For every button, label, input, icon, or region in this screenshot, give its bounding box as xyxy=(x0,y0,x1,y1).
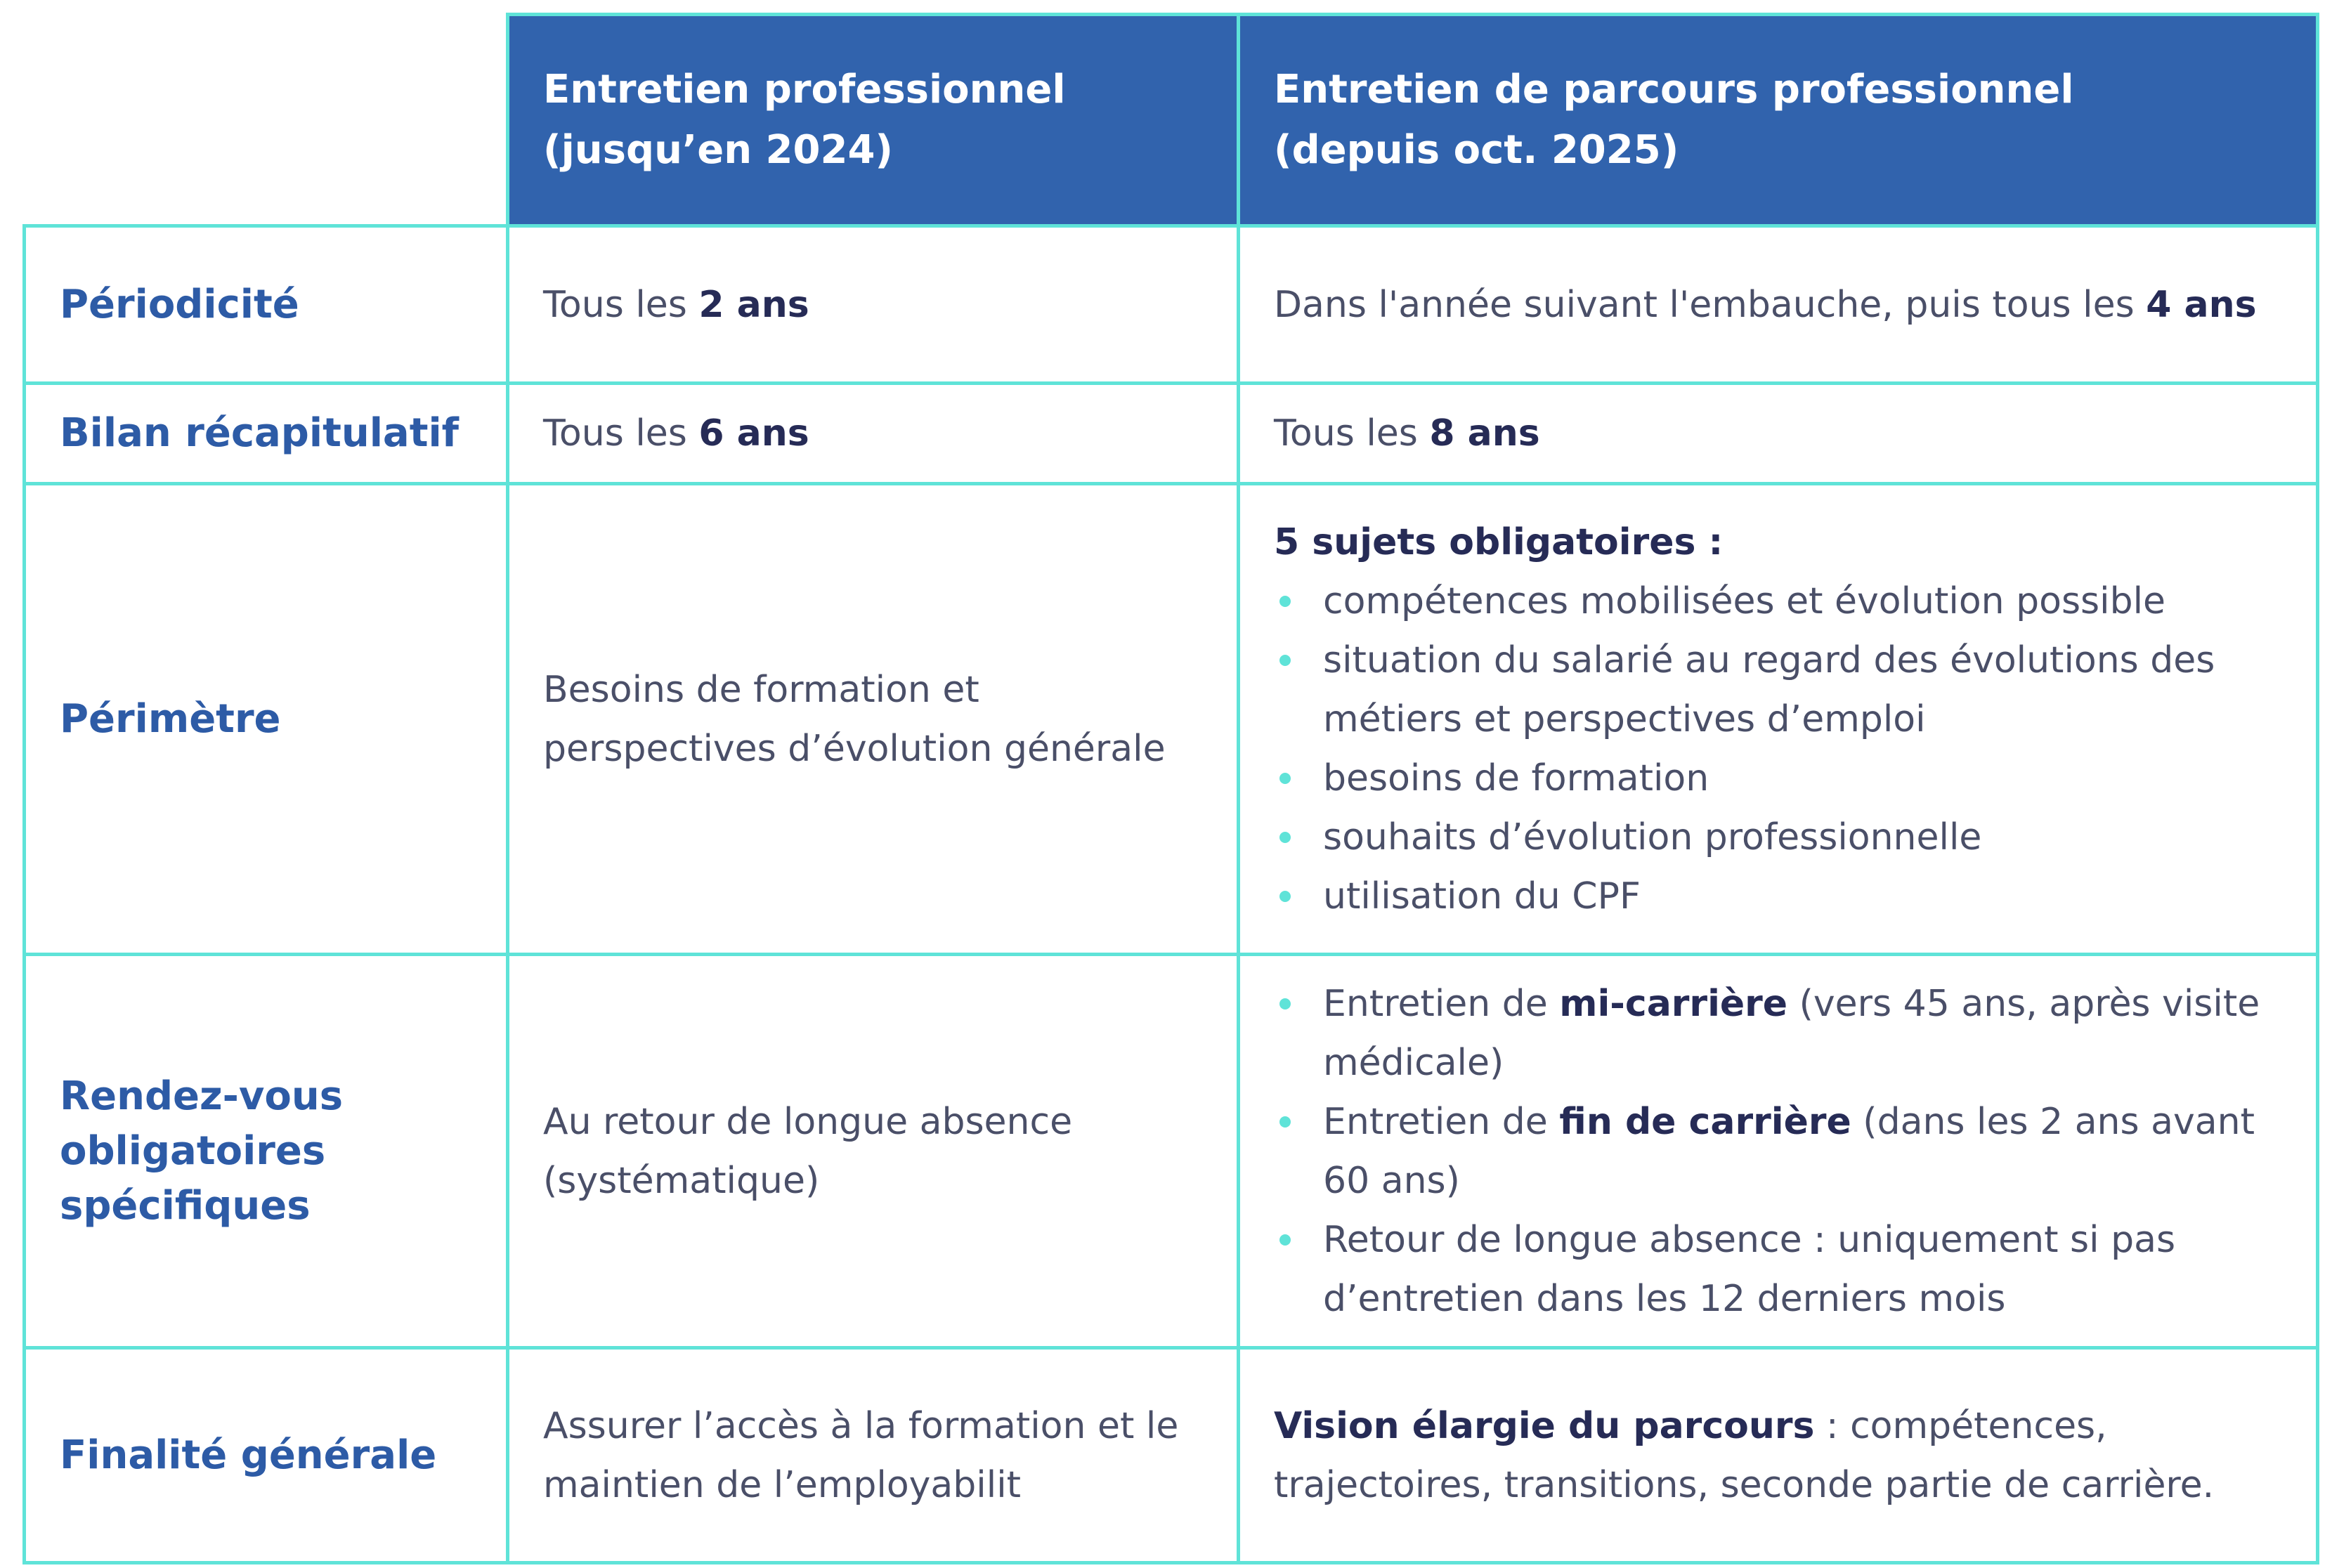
list-item xyxy=(1274,1210,2288,1328)
cell-rendez-vous-new xyxy=(1239,955,2318,1348)
row-label-finalite: Finalité générale xyxy=(25,1348,508,1563)
mid-career-strong: mi-carrière xyxy=(1559,982,1788,1025)
bilan-new-value: 8 ans xyxy=(1429,412,1540,455)
empty-corner-cell xyxy=(25,15,508,226)
end-career-prefix: Entretien de xyxy=(1323,1100,1560,1143)
row-periodicite xyxy=(25,226,2318,384)
finalite-new-suffix: : compétences, trajectoires, transitions, seconde partie de carrière. xyxy=(1274,1404,2215,1506)
header-new-interview xyxy=(1239,15,2318,226)
cell-periodicite-new xyxy=(1239,226,2318,384)
row-label-perimetre: Périmètre xyxy=(25,484,508,955)
bullet-dot-icon xyxy=(1279,1116,1291,1128)
rendez-vous-list xyxy=(1274,974,2288,1328)
comparison-table xyxy=(22,13,2319,1564)
row-label-bilan: Bilan récapitulatif xyxy=(25,384,508,484)
list-item xyxy=(1274,974,2288,1092)
perimetre-new-title: 5 sujets obligatoires : xyxy=(1274,521,1724,563)
bilan-new-prefix: Tous les xyxy=(1274,412,1430,455)
periodicite-new-value: 4 ans xyxy=(2146,283,2257,326)
header-old-line2: (jusqu’en 2024) xyxy=(543,127,894,173)
header-new-line1: Entretien de parcours professionnel xyxy=(1274,67,2074,112)
bullet-dot-icon xyxy=(1279,1234,1291,1246)
rendez-vous-label-line3: spécifiques xyxy=(60,1182,311,1229)
list-item xyxy=(1274,1092,2288,1210)
mid-career-suffix: (vers 45 ans, après visite médicale) xyxy=(1323,982,2260,1084)
cell-perimetre-old: Besoins de formation et perspectives d’évolution générale xyxy=(508,484,1239,955)
row-rendez-vous xyxy=(25,955,2318,1348)
header-old-interview xyxy=(508,15,1239,226)
mid-career-prefix: Entretien de xyxy=(1323,982,1560,1025)
bullet-dot-icon xyxy=(1279,773,1291,784)
periodicite-old-prefix: Tous les xyxy=(543,283,699,326)
rendez-vous-label-line2: obligatoires xyxy=(60,1128,326,1174)
topic-text: compétences mobilisées et évolution possible xyxy=(1323,580,2166,622)
row-label-rendez-vous xyxy=(25,955,508,1348)
bilan-old-value: 6 ans xyxy=(698,412,809,455)
end-career-suffix: (dans les 2 ans avant 60 ans) xyxy=(1323,1100,2255,1202)
cell-perimetre-new xyxy=(1239,484,2318,955)
periodicite-old-value: 2 ans xyxy=(698,283,809,326)
row-perimetre xyxy=(25,484,2318,955)
row-label-periodicite: Périodicité xyxy=(25,226,508,384)
bilan-old-prefix: Tous les xyxy=(543,412,699,455)
topic-text: utilisation du CPF xyxy=(1323,875,1641,917)
bullet-dot-icon xyxy=(1279,596,1291,607)
topic-text: souhaits d’évolution professionnelle xyxy=(1323,816,1982,858)
bullet-dot-icon xyxy=(1279,998,1291,1010)
header-row xyxy=(25,15,2318,226)
topic-text: besoins de formation xyxy=(1323,757,1709,799)
end-career-strong: fin de carrière xyxy=(1559,1100,1851,1143)
cell-bilan-new xyxy=(1239,384,2318,484)
row-finalite xyxy=(25,1348,2318,1563)
list-item xyxy=(1274,867,2288,926)
perimetre-topics-list xyxy=(1274,572,2288,926)
header-old-line1: Entretien professionnel xyxy=(543,67,1066,112)
list-item xyxy=(1274,808,2288,867)
cell-finalite-old: Assurer l’accès à la formation et le maintien de l’employabilit xyxy=(508,1348,1239,1563)
cell-periodicite-old xyxy=(508,226,1239,384)
list-item xyxy=(1274,572,2288,631)
list-item xyxy=(1274,749,2288,808)
rendez-vous-label-line1: Rendez-vous xyxy=(60,1073,344,1119)
cell-bilan-old xyxy=(508,384,1239,484)
long-absence-text: Retour de longue absence : uniquement si pas d’entretien dans les 12 derniers mois xyxy=(1323,1218,2176,1320)
bullet-dot-icon xyxy=(1279,655,1291,666)
cell-finalite-new xyxy=(1239,1348,2318,1563)
bullet-dot-icon xyxy=(1279,891,1291,902)
bullet-dot-icon xyxy=(1279,832,1291,843)
periodicite-new-prefix: Dans l'année suivant l'embauche, puis tous les xyxy=(1274,283,2147,326)
cell-rendez-vous-old: Au retour de longue absence (systématique) xyxy=(508,955,1239,1348)
header-new-line2: (depuis oct. 2025) xyxy=(1274,127,1679,173)
list-item xyxy=(1274,631,2288,749)
row-bilan xyxy=(25,384,2318,484)
finalite-new-strong: Vision élargie du parcours xyxy=(1274,1404,1815,1447)
topic-text: situation du salarié au regard des évolutions des métiers et perspectives d’emploi xyxy=(1323,639,2215,740)
